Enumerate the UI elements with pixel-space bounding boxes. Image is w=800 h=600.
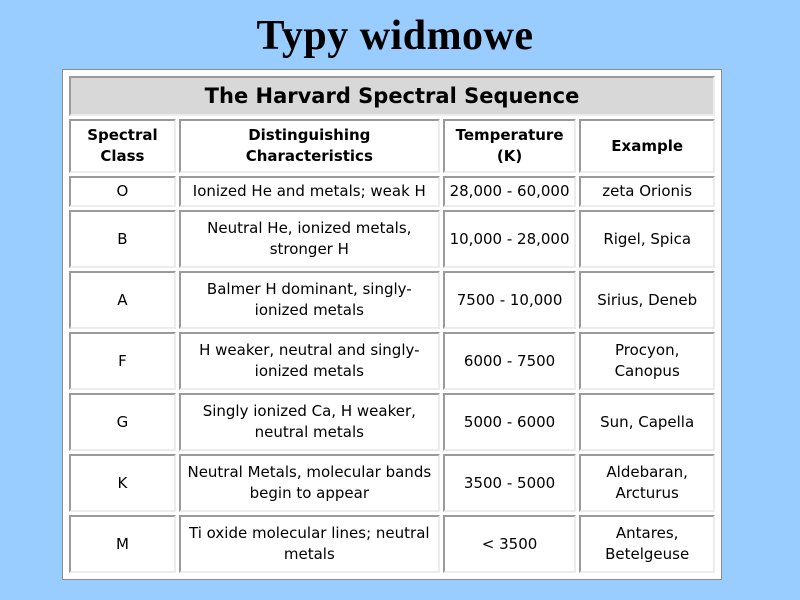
cell-temperature: 6000 - 7500 (443, 332, 577, 390)
table-row (69, 210, 715, 268)
cell-characteristics: Ionized He and metals; weak H (179, 176, 440, 207)
cell-class: A (69, 271, 176, 329)
cell-characteristics: Balmer H dominant, singly-ionized metals (179, 271, 440, 329)
cell-class: F (69, 332, 176, 390)
table-row (69, 515, 715, 573)
cell-temperature: 28,000 - 60,000 (443, 176, 577, 207)
cell-example: Procyon, Canopus (579, 332, 715, 390)
spectral-table (66, 73, 718, 576)
spectral-table-frame (62, 69, 722, 580)
table-row (69, 393, 715, 451)
table-row (69, 271, 715, 329)
cell-temperature: 5000 - 6000 (443, 393, 577, 451)
cell-temperature: < 3500 (443, 515, 577, 573)
cell-characteristics: Neutral He, ionized metals, stronger H (179, 210, 440, 268)
cell-class: K (69, 454, 176, 512)
cell-class: B (69, 210, 176, 268)
table-header-row (69, 119, 715, 173)
cell-characteristics: Neutral Metals, molecular bands begin to appear (179, 454, 440, 512)
cell-temperature: 3500 - 5000 (443, 454, 577, 512)
cell-example: Antares, Betelgeuse (579, 515, 715, 573)
cell-class: O (69, 176, 176, 207)
cell-example: Aldebaran, Arcturus (579, 454, 715, 512)
header-characteristics: Distinguishing Characteristics (179, 119, 440, 173)
cell-temperature: 7500 - 10,000 (443, 271, 577, 329)
table-row (69, 176, 715, 207)
cell-characteristics: Ti oxide molecular lines; neutral metals (179, 515, 440, 573)
cell-example: zeta Orionis (579, 176, 715, 207)
cell-class: M (69, 515, 176, 573)
cell-class: G (69, 393, 176, 451)
cell-example: Rigel, Spica (579, 210, 715, 268)
cell-characteristics: Singly ionized Ca, H weaker, neutral metals (179, 393, 440, 451)
header-temperature: Temperature (K) (443, 119, 577, 173)
cell-example: Sirius, Deneb (579, 271, 715, 329)
header-example: Example (579, 119, 715, 173)
cell-characteristics: H weaker, neutral and singly-ionized metals (179, 332, 440, 390)
cell-example: Sun, Capella (579, 393, 715, 451)
table-row (69, 454, 715, 512)
cell-temperature: 10,000 - 28,000 (443, 210, 577, 268)
table-caption: The Harvard Spectral Sequence (69, 76, 715, 116)
header-spectral-class: Spectral Class (69, 119, 176, 173)
table-row (69, 332, 715, 390)
slide-title: Typy widmowe (256, 13, 534, 59)
